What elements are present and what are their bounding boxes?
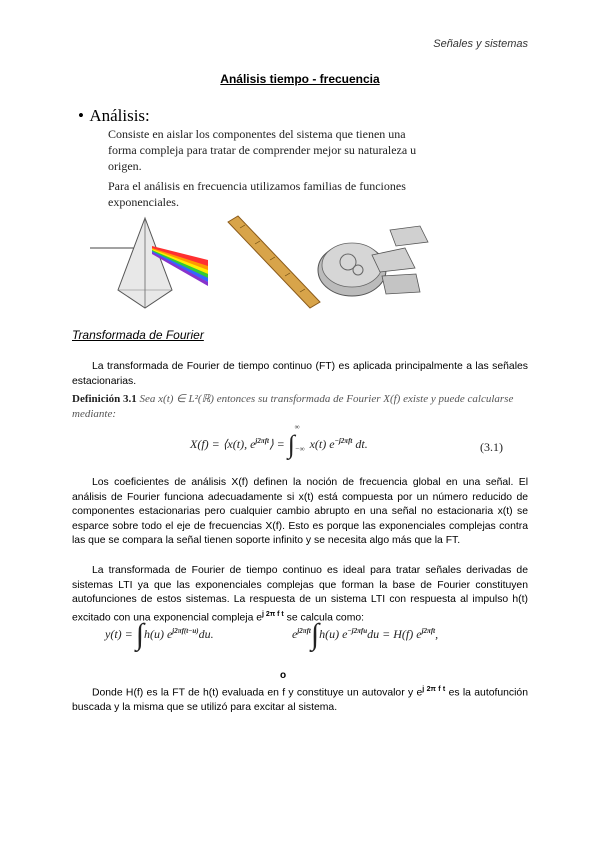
sliced-disc-icon [318, 226, 428, 296]
paragraph-1-text: La transformada de Fourier de tiempo continuo (FT) es aplicada principalmente a las señales estacionarias. [72, 361, 528, 387]
definition-label: Definición 3.1 [72, 393, 137, 405]
paragraph-3-tail: se calcula como: [283, 612, 365, 624]
eig-end: du = H(f) e [367, 626, 422, 641]
running-header: Señales y sistemas [433, 38, 528, 50]
convolution-equation [105, 618, 214, 652]
analysis-line-2: Para el análisis en frecuencia utilizamos familias de funciones exponenciales. [108, 179, 406, 209]
ft-sup-2: −j2πft [334, 436, 353, 445]
ft-end: dt. [355, 436, 368, 451]
eig-tail: , [435, 626, 439, 641]
integral-icon: ∫ [310, 618, 320, 651]
eig-sup-1: j2πft [297, 626, 311, 635]
equation-number: (3.1) [480, 440, 503, 454]
eig-sup-2: −j2πfu [347, 626, 368, 635]
paragraph-3 [72, 564, 528, 626]
fourier-transform-equation: X(f) = ⟨x(t), $e^{j2\pi ft}⟩ = \int_{-\infty}^\infty x(t)$ $e^{-j2\pi ft}$ dt. [190, 422, 368, 459]
conv-end: du. [198, 626, 214, 641]
paragraph-1 [72, 360, 528, 389]
eigenfunction-equation [292, 618, 438, 652]
paragraph-4-text: Donde H(f) es la FT de h(t) evaluada en f y constituye un autovalor y e [92, 687, 423, 699]
ft-lhs: X(f) = ⟨x(t), e [190, 436, 256, 451]
eig-sup-3: j2πft [421, 626, 436, 635]
page-title: Análisis tiempo - frecuencia [220, 72, 380, 86]
definition-text: Sea x(t) ∈ L²(ℝ) entonces su transformada de Fourier X(f) existe y puede calcularse mediante: [72, 393, 514, 420]
prism-icon [90, 218, 208, 308]
ft-mid: ⟩ = [268, 436, 288, 451]
analysis-heading [78, 106, 150, 126]
paragraph-3-text: La transformada de Fourier de tiempo continuo es ideal para tratar señales derivadas de sistemas LTI ya que las exponenciales complejas que forman la base de Fourier constituyen autofunciones de estos sistemas. La respuesta de un sistema LTI con respuesta al impulso h(t) excitado con una exponencial compleja e [72, 565, 528, 624]
paragraph-2 [72, 476, 528, 549]
paragraph-4 [72, 683, 528, 716]
analysis-line-1: Consiste en aislar los componentes del sistema que tienen una forma compleja para tratar de comprender mejor su naturaleza u origen. [108, 127, 417, 173]
paragraph-2-text: Los coeficientes de análisis X(f) definen la noción de frecuencia global en una señal. El análisis de Fourier funciona adecuadamente si x(t) está compuesta por un número reducido de componentes estacionarias pero cualquier cambio abrupto en una señal no estacionaria x(t) se esparce sobre todo el eje de frecuencias X(f). Esto es porque las exponenciales complejas contra las que se compara la señal tienen soporte infinito y se necesita algo más que la FT. [72, 477, 528, 547]
definition-block [72, 392, 542, 422]
equation-or: o [280, 670, 287, 681]
ft-rhs: x(t) e [309, 436, 335, 451]
paragraph-4-tail: es la autofunción buscada y la misma que se utilizó para excitar al sistema. [72, 687, 528, 714]
bullet-icon: • [78, 106, 84, 125]
ruler-icon [228, 216, 320, 308]
integral-icon: ∫ [287, 430, 295, 459]
analysis-description [108, 126, 428, 214]
conv-rhs: h(u) e [143, 626, 173, 641]
section-heading: Transformada de Fourier [72, 328, 204, 342]
analysis-heading-text: Análisis: [89, 106, 150, 125]
eig-lhs: e [292, 626, 298, 641]
paragraph-3-sup: j 2π f t [262, 610, 284, 618]
conv-lhs: y(t) = [105, 626, 136, 641]
eig-mid: h(u) e [319, 626, 348, 641]
paragraph-4-sup: j 2π f t [422, 686, 446, 693]
conv-sup: j2πf(t−u) [172, 626, 199, 635]
analysis-illustration [90, 210, 450, 315]
ft-sup-1: j2πft [255, 436, 269, 445]
integral-icon: ∫ [135, 618, 144, 651]
